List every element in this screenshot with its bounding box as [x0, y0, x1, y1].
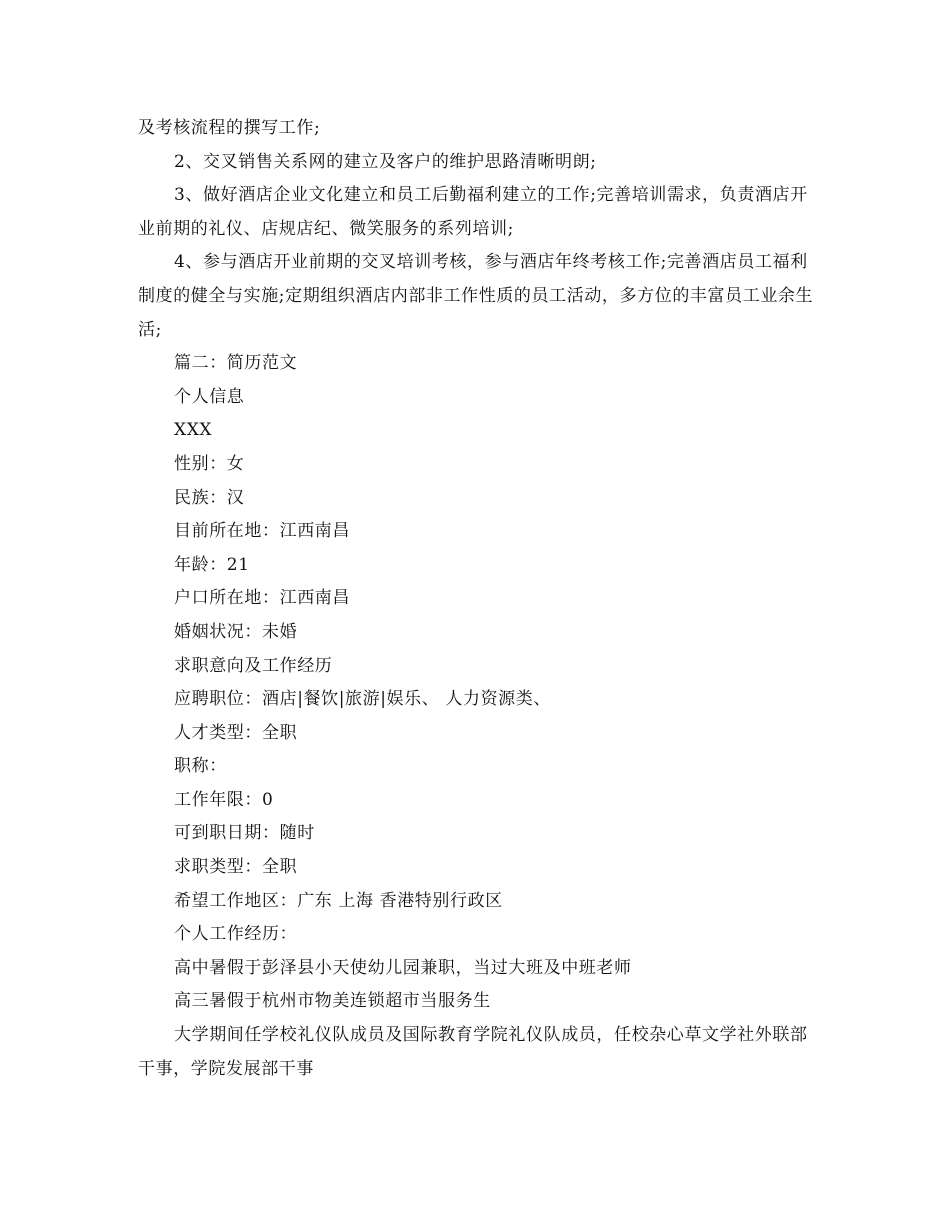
heading-work-experience: 个人工作经历：: [174, 924, 298, 945]
resume-ethnicity: 民族：汉: [174, 487, 245, 508]
experience-kindergarten: 高中暑假于彭泽县小天使幼儿园兼职，当过大班及中班老师: [174, 957, 632, 978]
resume-work-years: 工作年限：0: [174, 789, 274, 810]
document-body: [138, 112, 818, 1086]
paragraph-assessment-tail: 及考核流程的撰写工作;: [138, 118, 321, 138]
paragraph-university-activities: 大学期间任学校礼仪队成员及国际教育学院礼仪队成员，任校杂心草文学社外联部干事，学院发展部干事: [138, 1025, 808, 1079]
heading-personal-info: 个人信息: [174, 386, 245, 407]
resume-age: 年龄：21: [174, 554, 250, 575]
paragraph-item-4: 4、参与酒店开业前期的交叉培训考核，参与酒店年终考核工作;完善酒店员工福利制度的健全与实施;定期组织酒店内部非工作性质的员工活动，多方位的丰富员工业余生活;: [138, 252, 814, 340]
resume-available-date: 可到职日期：随时: [174, 823, 315, 844]
section-title-resume: 篇二：简历范文: [174, 353, 298, 374]
experience-supermarket: 高三暑假于杭州市物美连锁超市当服务生: [174, 991, 491, 1012]
resume-current-location: 目前所在地：江西南昌: [174, 521, 350, 542]
resume-target-position: 应聘职位：酒店|餐饮|旅游|娱乐、 人力资源类、: [174, 689, 551, 710]
resume-title: 职称：: [174, 756, 227, 777]
resume-job-type: 求职类型：全职: [174, 857, 298, 878]
resume-preferred-region: 希望工作地区：广东 上海 香港特别行政区: [174, 890, 503, 911]
resume-gender: 性别：女: [174, 453, 245, 474]
paragraph-item-3: 3、做好酒店企业文化建立和员工后勤福利建立的工作;完善培训需求，负责酒店开业前期的礼仪、店规店纪、微笑服务的系列培训;: [138, 185, 808, 239]
resume-talent-type: 人才类型：全职: [174, 722, 298, 743]
resume-name: XXX: [174, 420, 213, 441]
paragraph-item-2: 2、交叉销售关系网的建立及客户的维护思路清晰明朗;: [174, 151, 597, 172]
resume-marital-status: 婚姻状况：未婚: [174, 621, 298, 642]
heading-job-intention: 求职意向及工作经历: [174, 655, 333, 676]
resume-household-location: 户口所在地：江西南昌: [174, 588, 350, 609]
